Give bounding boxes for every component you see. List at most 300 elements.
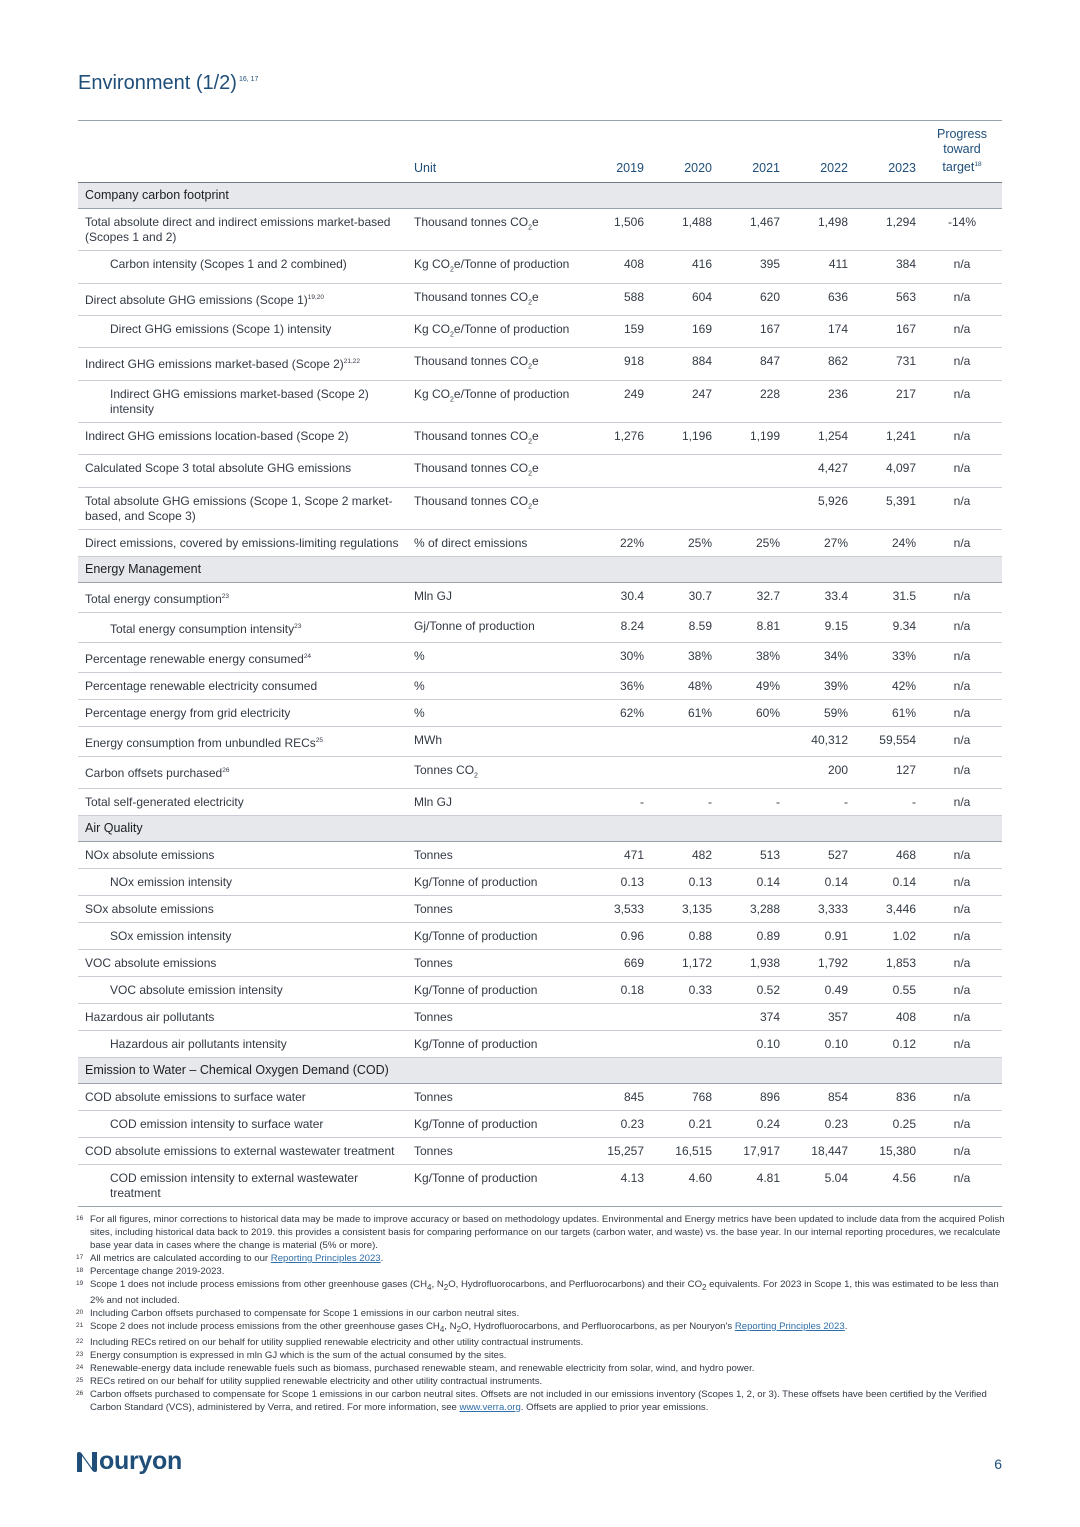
row-value-2022: 0.14 — [786, 868, 854, 895]
row-metric: Direct GHG emissions (Scope 1) intensity — [78, 315, 414, 347]
row-value-2023: 3,446 — [854, 895, 922, 922]
row-progress: n/a — [922, 1110, 1002, 1137]
row-progress: n/a — [922, 348, 1002, 380]
table-row — [78, 895, 1002, 922]
row-value-2020: 0.88 — [650, 922, 718, 949]
row-unit: % of direct emissions — [414, 529, 580, 556]
footnote-text: For all figures, minor corrections to historical data may be made to improve accuracy or based on methodology updates. Environmental and Energy metrics have been updated to include data from the acquired Polish sites, including historical data back to 2019. this provides a consistent basis for comparing performance on our targets (carbon water, and waste) vs. the base year. In our internal reporting procedures, we recalculate base year data in cases where the change is material (5% or more). — [90, 1214, 1005, 1251]
row-value-2022: - — [786, 788, 854, 815]
row-unit: Thousand tonnes $CO_2e$ — [414, 283, 580, 315]
row-value-2022: 0.23 — [786, 1110, 854, 1137]
footnote-link[interactable]: Reporting Principles 2023 — [734, 1320, 845, 1332]
section-title: Company carbon footprint — [78, 183, 1002, 209]
row-value-2021: 1,938 — [718, 949, 786, 976]
row-value-2022: 34% — [786, 642, 854, 672]
row-value-2023: 4.56 — [854, 1164, 922, 1206]
table-header-row — [78, 121, 1002, 183]
row-metric: Percentage renewable energy consumed$^{24}$ — [78, 642, 414, 672]
row-progress: n/a — [922, 868, 1002, 895]
header-metric — [78, 121, 414, 183]
row-value-2020: 604 — [650, 283, 718, 315]
row-value-2022: 0.91 — [786, 922, 854, 949]
row-metric: VOC absolute emission intensity — [78, 976, 414, 1003]
footnote-number: 19 — [76, 1280, 84, 1287]
table-row — [78, 422, 1002, 454]
row-value-2021: 32.7 — [718, 582, 786, 612]
section-title: Emission to Water – Chemical Oxygen Demand (COD) — [78, 1057, 1002, 1083]
row-metric: Total self-generated electricity — [78, 788, 414, 815]
row-value-2019: 15,257 — [580, 1137, 650, 1164]
row-value-2020: 38% — [650, 642, 718, 672]
footnote-text: Percentage change 2019-2023. — [90, 1266, 225, 1277]
row-metric: Direct absolute GHG emissions (Scope 1)$^{19,20}$ — [78, 283, 414, 315]
row-progress: n/a — [922, 949, 1002, 976]
row-value-2021: 620 — [718, 283, 786, 315]
row-value-2022: 0.10 — [786, 1030, 854, 1057]
table-row — [78, 251, 1002, 283]
row-progress: n/a — [922, 976, 1002, 1003]
table-row — [78, 380, 1002, 422]
row-value-2023: 9.34 — [854, 612, 922, 642]
row-value-2019 — [580, 726, 650, 756]
row-value-2022: 0.49 — [786, 976, 854, 1003]
row-metric: Indirect GHG emissions market-based (Scope 2)$^{21,22}$ — [78, 348, 414, 380]
row-value-2023: 15,380 — [854, 1137, 922, 1164]
row-value-2023: 31.5 — [854, 582, 922, 612]
row-value-2021: 17,917 — [718, 1137, 786, 1164]
row-metric: Hazardous air pollutants — [78, 1003, 414, 1030]
header-unit: Unit — [414, 121, 580, 183]
row-metric: Energy consumption from unbundled RECs$^{25}$ — [78, 726, 414, 756]
footnote-number: 22 — [76, 1337, 84, 1345]
row-value-2021: 1,467 — [718, 209, 786, 251]
footnote-number: 16 — [76, 1215, 84, 1222]
row-metric: COD emission intensity to surface water — [78, 1110, 414, 1137]
brand-logo — [76, 1447, 182, 1476]
header-year-2019: 2019 — [580, 121, 650, 183]
table-row — [78, 582, 1002, 612]
row-value-2019: 249 — [580, 380, 650, 422]
row-progress: n/a — [922, 672, 1002, 699]
row-progress: n/a — [922, 612, 1002, 642]
row-value-2022: 18,447 — [786, 1137, 854, 1164]
row-unit: Tonnes — [414, 949, 580, 976]
row-progress: n/a — [922, 315, 1002, 347]
row-value-2019 — [580, 455, 650, 487]
row-value-2019: 0.23 — [580, 1110, 650, 1137]
row-progress: n/a — [922, 788, 1002, 815]
row-value-2021: 395 — [718, 251, 786, 283]
row-value-2022: 636 — [786, 283, 854, 315]
row-progress: n/a — [922, 1030, 1002, 1057]
row-progress: n/a — [922, 841, 1002, 868]
footnote-text: All metrics are calculated according to our Reporting Principles 2023. — [90, 1253, 384, 1264]
footnote-number: 26 — [76, 1389, 84, 1397]
row-value-2020 — [650, 455, 718, 487]
row-unit: Thousand tonnes $CO_2e$ — [414, 422, 580, 454]
footnote — [76, 1278, 1006, 1307]
row-progress: n/a — [922, 756, 1002, 788]
row-value-2019: 0.18 — [580, 976, 650, 1003]
row-progress: n/a — [922, 642, 1002, 672]
footnote — [76, 1265, 1006, 1278]
row-value-2020: 25% — [650, 529, 718, 556]
row-value-2020 — [650, 726, 718, 756]
row-value-2021: - — [718, 788, 786, 815]
row-value-2022: 1,792 — [786, 949, 854, 976]
table-row — [78, 1137, 1002, 1164]
row-value-2022: 200 — [786, 756, 854, 788]
section-title: Energy Management — [78, 556, 1002, 582]
page-number: 6 — [994, 1456, 1002, 1472]
row-value-2023: 384 — [854, 251, 922, 283]
table-row — [78, 529, 1002, 556]
row-value-2020: 1,196 — [650, 422, 718, 454]
row-unit: Kg/Tonne of production — [414, 976, 580, 1003]
row-value-2021: 38% — [718, 642, 786, 672]
footnote-text: Energy consumption is expressed in mln GJ which is the sum of the actual consumed by the sites. — [90, 1349, 507, 1361]
row-unit: Tonnes — [414, 895, 580, 922]
footnote — [76, 1307, 1006, 1320]
row-value-2023: 563 — [854, 283, 922, 315]
row-value-2020: 0.33 — [650, 976, 718, 1003]
row-metric: COD absolute emissions to surface water — [78, 1083, 414, 1110]
row-progress: n/a — [922, 529, 1002, 556]
row-unit: % — [414, 672, 580, 699]
table-row — [78, 455, 1002, 487]
row-value-2021: 0.24 — [718, 1110, 786, 1137]
row-value-2023: 1,241 — [854, 422, 922, 454]
row-value-2021: 374 — [718, 1003, 786, 1030]
footnote — [76, 1375, 1006, 1388]
row-unit: Mln GJ — [414, 788, 580, 815]
row-value-2019: 845 — [580, 1083, 650, 1110]
table-row — [78, 1110, 1002, 1137]
row-progress: n/a — [922, 380, 1002, 422]
row-unit: Mln GJ — [414, 582, 580, 612]
row-value-2023: 33% — [854, 642, 922, 672]
row-value-2020: 884 — [650, 348, 718, 380]
row-progress: -14% — [922, 209, 1002, 251]
table-row — [78, 612, 1002, 642]
row-value-2019: 1,276 — [580, 422, 650, 454]
footnote-text: Carbon offsets purchased to compensate for Scope 1 emissions in our carbon neutral sites. Offsets are not included in our emissions inventory (Scopes 1, 2, or 3). These offsets have been certified by the Verified Carbon Standard (VCS), administered by Verra, and retired. For more information, see www.verra.org. Offsets are applied to prior year emissions. — [90, 1388, 987, 1413]
row-value-2020 — [650, 756, 718, 788]
row-metric: Indirect GHG emissions market-based (Scope 2) intensity — [78, 380, 414, 422]
section-header-row — [78, 815, 1002, 841]
row-value-2022: 357 — [786, 1003, 854, 1030]
row-value-2022: 9.15 — [786, 612, 854, 642]
row-metric: Direct emissions, covered by emissions-limiting regulations — [78, 529, 414, 556]
row-unit: Tonnes — [414, 1137, 580, 1164]
footnote-link[interactable]: www.verra.org — [459, 1401, 521, 1413]
header-year-2023: 2023 — [854, 121, 922, 183]
row-value-2022: 862 — [786, 348, 854, 380]
row-value-2021: 4.81 — [718, 1164, 786, 1206]
row-unit: Thousand tonnes $CO_2e$ — [414, 348, 580, 380]
row-value-2019: 8.24 — [580, 612, 650, 642]
row-unit: Kg $CO_2e$/Tonne of production — [414, 251, 580, 283]
footnote — [76, 1336, 1006, 1349]
row-value-2020: 416 — [650, 251, 718, 283]
environment-table — [78, 120, 1002, 1207]
row-value-2023: 468 — [854, 841, 922, 868]
row-value-2022: 1,498 — [786, 209, 854, 251]
row-progress: n/a — [922, 455, 1002, 487]
row-value-2020: 1,488 — [650, 209, 718, 251]
row-unit: Tonnes — [414, 1083, 580, 1110]
table-row — [78, 1030, 1002, 1057]
row-value-2020: 1,172 — [650, 949, 718, 976]
table-row — [78, 1083, 1002, 1110]
row-progress: n/a — [922, 422, 1002, 454]
footnote-text: Scope 1 does not include process emissions from other greenhouse gases ($CH_4$, $N_2O$, Hydrofluorocarbons, and Perfluorocarbons) and their $CO_2$ equivalents. For 2023 in Scope 1, this was estimated to be less than 2% and not included. — [90, 1279, 999, 1306]
header-year-2022: 2022 — [786, 121, 854, 183]
row-value-2022: 854 — [786, 1083, 854, 1110]
row-value-2021: 513 — [718, 841, 786, 868]
row-progress: n/a — [922, 1003, 1002, 1030]
row-value-2019: 0.96 — [580, 922, 650, 949]
footnote-text: Including Carbon offsets purchased to compensate for Scope 1 emissions in our carbon neutral sites. — [90, 1307, 520, 1319]
table-row — [78, 922, 1002, 949]
row-value-2023: 24% — [854, 529, 922, 556]
row-value-2021 — [718, 455, 786, 487]
table-row — [78, 788, 1002, 815]
row-unit: Tonnes $CO_2$ — [414, 756, 580, 788]
row-value-2023: 4,097 — [854, 455, 922, 487]
row-value-2019: - — [580, 788, 650, 815]
footnote-number: 18 — [76, 1267, 84, 1274]
row-value-2020: 169 — [650, 315, 718, 347]
row-metric: Total energy consumption intensity$^{23}$ — [78, 612, 414, 642]
row-value-2023: 1,853 — [854, 949, 922, 976]
row-metric: VOC absolute emissions — [78, 949, 414, 976]
table-row — [78, 1003, 1002, 1030]
row-metric: Total absolute direct and indirect emissions market-based (Scopes 1 and 2) — [78, 209, 414, 251]
row-unit: Gj/Tonne of production — [414, 612, 580, 642]
table-body — [78, 183, 1002, 1207]
row-unit: % — [414, 699, 580, 726]
footnote-number: 25 — [76, 1376, 84, 1384]
row-metric: Carbon intensity (Scopes 1 and 2 combined) — [78, 251, 414, 283]
row-value-2021: 847 — [718, 348, 786, 380]
table-row — [78, 209, 1002, 251]
header-year-2021: 2021 — [718, 121, 786, 183]
row-value-2020: 0.21 — [650, 1110, 718, 1137]
row-metric: NOx emission intensity — [78, 868, 414, 895]
row-value-2021: 0.14 — [718, 868, 786, 895]
row-value-2019: 3,533 — [580, 895, 650, 922]
row-unit: Thousand tonnes $CO_2e$ — [414, 209, 580, 251]
row-value-2020: 4.60 — [650, 1164, 718, 1206]
row-value-2020: 3,135 — [650, 895, 718, 922]
row-metric: Total energy consumption$^{23}$ — [78, 582, 414, 612]
row-metric: COD absolute emissions to external wastewater treatment — [78, 1137, 414, 1164]
row-value-2020 — [650, 487, 718, 529]
row-value-2020: 16,515 — [650, 1137, 718, 1164]
row-value-2019 — [580, 1030, 650, 1057]
table-row — [78, 699, 1002, 726]
row-value-2021: 896 — [718, 1083, 786, 1110]
row-value-2023: 731 — [854, 348, 922, 380]
footnote-text: Scope 2 does not include process emissions from the other greenhouse gases $CH_4$, $N_2O$, Hydrofluorocarbons, and Perfluorocarbons, as per Nouryon's Reporting Principles 2023. — [90, 1320, 848, 1334]
table-row — [78, 642, 1002, 672]
table-row — [78, 487, 1002, 529]
row-progress: n/a — [922, 1083, 1002, 1110]
row-value-2022: 27% — [786, 529, 854, 556]
row-value-2021: 3,288 — [718, 895, 786, 922]
footnote-text: Renewable-energy data include renewable fuels such as biomass, purchased renewable steam, and renewable electricity from solar, wind, and hydro power. — [90, 1362, 755, 1374]
logo-text: ouryon — [99, 1447, 182, 1475]
row-value-2022: 527 — [786, 841, 854, 868]
section-header-row — [78, 1057, 1002, 1083]
row-value-2023: 0.14 — [854, 868, 922, 895]
row-metric: SOx emission intensity — [78, 922, 414, 949]
row-unit: Tonnes — [414, 841, 580, 868]
row-unit: Kg/Tonne of production — [414, 922, 580, 949]
row-value-2021: 25% — [718, 529, 786, 556]
row-value-2020: 247 — [650, 380, 718, 422]
row-metric: NOx absolute emissions — [78, 841, 414, 868]
row-value-2020: 61% — [650, 699, 718, 726]
row-progress: n/a — [922, 1164, 1002, 1206]
row-value-2023: 408 — [854, 1003, 922, 1030]
row-value-2019 — [580, 1003, 650, 1030]
row-unit: Tonnes — [414, 1003, 580, 1030]
row-progress: n/a — [922, 251, 1002, 283]
row-value-2021 — [718, 487, 786, 529]
row-value-2023: 1,294 — [854, 209, 922, 251]
footnote-number: 17 — [76, 1254, 84, 1261]
row-value-2019: 408 — [580, 251, 650, 283]
row-value-2019: 471 — [580, 841, 650, 868]
row-value-2023: 217 — [854, 380, 922, 422]
row-value-2023: 167 — [854, 315, 922, 347]
row-value-2022: 39% — [786, 672, 854, 699]
table-row — [78, 348, 1002, 380]
row-value-2019: 4.13 — [580, 1164, 650, 1206]
row-value-2022: 236 — [786, 380, 854, 422]
row-value-2022: 174 — [786, 315, 854, 347]
title-footnote-ref: 16, 17 — [238, 76, 259, 84]
row-value-2023: 42% — [854, 672, 922, 699]
row-value-2023: 59,554 — [854, 726, 922, 756]
row-value-2020 — [650, 1003, 718, 1030]
row-progress: n/a — [922, 1137, 1002, 1164]
row-value-2020: 48% — [650, 672, 718, 699]
row-value-2020: 0.13 — [650, 868, 718, 895]
row-value-2023: 1.02 — [854, 922, 922, 949]
row-value-2022: 1,254 — [786, 422, 854, 454]
table-row — [78, 726, 1002, 756]
footnote-text: RECs retired on our behalf for utility supplied renewable electricity and other utility contractual instruments. — [90, 1375, 543, 1387]
row-metric: COD emission intensity to external wastewater treatment — [78, 1164, 414, 1206]
row-value-2020: 768 — [650, 1083, 718, 1110]
row-metric: Calculated Scope 3 total absolute GHG emissions — [78, 455, 414, 487]
table-row — [78, 756, 1002, 788]
table-row — [78, 283, 1002, 315]
row-value-2019: 1,506 — [580, 209, 650, 251]
row-value-2023: - — [854, 788, 922, 815]
footnote-number: 21 — [76, 1321, 84, 1329]
row-unit: Thousand tonnes $CO_2e$ — [414, 487, 580, 529]
row-value-2019: 62% — [580, 699, 650, 726]
row-metric: Percentage renewable electricity consumed — [78, 672, 414, 699]
section-header-row — [78, 183, 1002, 209]
footnote-link[interactable]: Reporting Principles 2023 — [270, 1253, 381, 1264]
row-value-2019: 30.4 — [580, 582, 650, 612]
row-value-2019: 669 — [580, 949, 650, 976]
row-metric: Percentage energy from grid electricity — [78, 699, 414, 726]
row-value-2023: 5,391 — [854, 487, 922, 529]
row-metric: Hazardous air pollutants intensity — [78, 1030, 414, 1057]
row-value-2021 — [718, 726, 786, 756]
footnote-number: 20 — [76, 1308, 84, 1316]
row-metric: Indirect GHG emissions location-based (Scope 2) — [78, 422, 414, 454]
row-unit: Kg/Tonne of production — [414, 1030, 580, 1057]
row-value-2019: 588 — [580, 283, 650, 315]
row-value-2023: 0.55 — [854, 976, 922, 1003]
footnote — [76, 1252, 1006, 1265]
table-row — [78, 868, 1002, 895]
footnote — [76, 1388, 1006, 1414]
row-value-2023: 127 — [854, 756, 922, 788]
row-value-2021: 1,199 — [718, 422, 786, 454]
row-value-2021: 0.52 — [718, 976, 786, 1003]
row-value-2022: 4,427 — [786, 455, 854, 487]
row-value-2022: 3,333 — [786, 895, 854, 922]
row-value-2023: 836 — [854, 1083, 922, 1110]
row-unit: MWh — [414, 726, 580, 756]
page-title — [78, 72, 258, 95]
row-value-2019: 918 — [580, 348, 650, 380]
footnote — [76, 1213, 1006, 1252]
row-value-2022: 411 — [786, 251, 854, 283]
row-value-2021: 60% — [718, 699, 786, 726]
row-value-2020 — [650, 1030, 718, 1057]
row-progress: n/a — [922, 582, 1002, 612]
row-value-2019: 30% — [580, 642, 650, 672]
row-value-2023: 61% — [854, 699, 922, 726]
row-value-2019 — [580, 756, 650, 788]
table-row — [78, 1164, 1002, 1206]
row-value-2021: 0.89 — [718, 922, 786, 949]
footnote — [76, 1320, 1006, 1336]
row-value-2022: 5,926 — [786, 487, 854, 529]
table-row — [78, 841, 1002, 868]
row-value-2021: 8.81 — [718, 612, 786, 642]
row-value-2020: 8.59 — [650, 612, 718, 642]
table-row — [78, 315, 1002, 347]
footnote — [76, 1349, 1006, 1362]
row-progress: n/a — [922, 726, 1002, 756]
row-value-2021: 0.10 — [718, 1030, 786, 1057]
footnote-text: Including RECs retired on our behalf for utility supplied renewable electricity and other utility contractual instruments. — [90, 1336, 584, 1348]
row-value-2021 — [718, 756, 786, 788]
row-value-2019: 22% — [580, 529, 650, 556]
footnote-number: 24 — [76, 1363, 84, 1371]
row-value-2021: 228 — [718, 380, 786, 422]
table-row — [78, 976, 1002, 1003]
row-progress: n/a — [922, 699, 1002, 726]
row-value-2023: 0.25 — [854, 1110, 922, 1137]
row-value-2022: 59% — [786, 699, 854, 726]
row-progress: n/a — [922, 487, 1002, 529]
row-value-2019: 0.13 — [580, 868, 650, 895]
row-value-2020: - — [650, 788, 718, 815]
row-unit: Kg/Tonne of production — [414, 1164, 580, 1206]
row-value-2021: 167 — [718, 315, 786, 347]
